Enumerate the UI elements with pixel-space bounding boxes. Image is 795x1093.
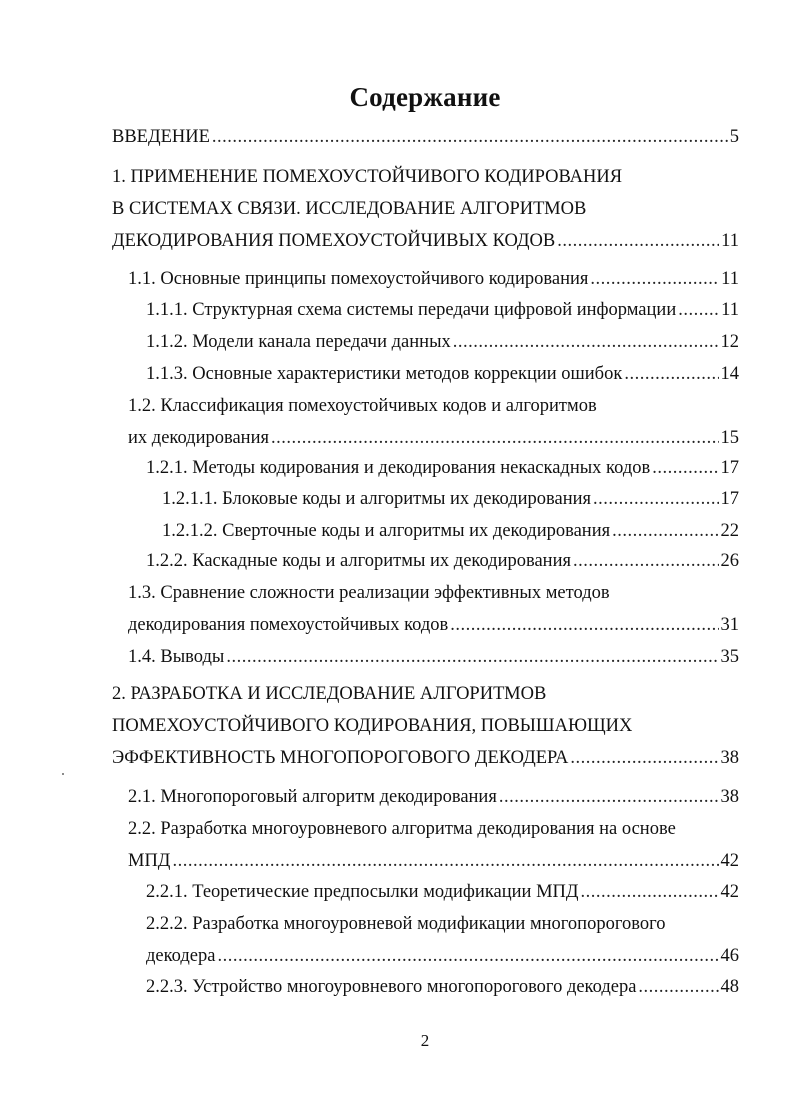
toc-entry-page: 35 (720, 647, 739, 667)
toc-entry-text: их декодирования (128, 428, 269, 448)
toc-entry-text: 2.2.1. Теоретические предпосылки модификации МПД (146, 882, 579, 902)
toc-entry[interactable] (128, 267, 739, 291)
toc-entry-text: 1.2.1.2. Сверточные коды и алгоритмы их декодирования (162, 521, 611, 541)
toc-entry[interactable] (146, 880, 739, 904)
toc-entry-page: 46 (720, 946, 739, 966)
toc-entry[interactable] (112, 229, 739, 253)
toc-leader-dots (678, 298, 719, 322)
toc-entry-text: В СИСТЕМАХ СВЯЗИ. ИССЛЕДОВАНИЕ АЛГОРИТМОВ (112, 199, 587, 219)
toc-entry-page: 11 (721, 300, 739, 320)
toc-leader-dots (638, 975, 718, 999)
toc-entry[interactable] (112, 714, 632, 738)
toc-entry[interactable] (146, 549, 739, 573)
toc-entry[interactable] (128, 426, 739, 450)
toc-entry-text: 1.2.2. Каскадные коды и алгоритмы их декодирования (146, 551, 571, 571)
toc-leader-dots (624, 362, 718, 386)
toc-entry[interactable] (112, 197, 586, 221)
toc-entry[interactable] (128, 613, 739, 637)
toc-entry[interactable] (146, 975, 739, 999)
toc-entry-text: ВВЕДЕНИЕ (112, 127, 210, 147)
toc-entry-text: 1.1.2. Модели канала передачи данных (146, 332, 451, 352)
toc-entry-page: 38 (720, 748, 739, 768)
toc-leader-dots (217, 944, 718, 968)
toc-entry-text: 2. РАЗРАБОТКА И ИССЛЕДОВАНИЕ АЛГОРИТМОВ (112, 684, 547, 704)
toc-entry-text: ПОМЕХОУСТОЙЧИВОГО КОДИРОВАНИЯ, ПОВЫШАЮЩИХ (112, 716, 633, 736)
toc-leader-dots (226, 645, 718, 669)
toc-leader-dots (581, 880, 719, 904)
toc-leader-dots (499, 785, 719, 809)
toc-entry-page: 42 (720, 851, 739, 871)
toc-leader-dots (573, 549, 719, 573)
toc-entry[interactable] (146, 298, 739, 322)
toc-entry-page: 48 (720, 977, 739, 997)
toc-entry[interactable] (128, 849, 739, 873)
scan-speck (62, 773, 64, 775)
toc-entry-page: 11 (721, 231, 739, 251)
toc-entry[interactable] (146, 330, 739, 354)
toc-entry[interactable] (146, 456, 739, 480)
page-number: 2 (420, 1031, 430, 1050)
toc-entry-text: 2.2.3. Устройство многоуровневого многопорогового декодера (146, 977, 637, 997)
toc-leader-dots (557, 229, 719, 253)
toc-leader-dots (593, 487, 718, 511)
toc-entry[interactable] (112, 682, 546, 706)
toc-entry-page: 12 (720, 332, 739, 352)
toc-entry[interactable] (162, 519, 739, 543)
toc-entry[interactable] (112, 125, 739, 149)
toc-leader-dots (612, 519, 718, 543)
toc-entry[interactable] (128, 645, 739, 669)
toc-entry-text: ЭФФЕКТИВНОСТЬ МНОГОПОРОГОВОГО ДЕКОДЕРА (112, 748, 569, 768)
toc-entry-text: 2.2. Разработка многоуровневого алгоритма декодирования на основе (128, 819, 676, 839)
toc-entry[interactable] (128, 817, 676, 841)
toc-entry-page: 26 (720, 551, 739, 571)
toc-entry-page: 17 (720, 458, 739, 478)
toc-entry-text: декодирования помехоустойчивых кодов (128, 615, 449, 635)
toc-entry-text: 1.4. Выводы (128, 647, 225, 667)
toc-entry-page: 14 (720, 364, 739, 384)
toc-entry-text: 1.3. Сравнение сложности реализации эффективных методов (128, 583, 610, 603)
toc-leader-dots (652, 456, 718, 480)
toc-entry-text: МПД (128, 851, 171, 871)
toc-entry[interactable] (128, 581, 610, 605)
toc-leader-dots (590, 267, 719, 291)
toc-entry[interactable] (112, 746, 739, 770)
toc-leader-dots (453, 330, 719, 354)
toc-entry-text: 1.1.3. Основные характеристики методов коррекции ошибок (146, 364, 623, 384)
toc-leader-dots (172, 849, 718, 873)
toc-entry-text: 1.2.1.1. Блоковые коды и алгоритмы их декодирования (162, 489, 592, 509)
toc-entry-page: 31 (720, 615, 739, 635)
toc-entry-text: 1.1.1. Структурная схема системы передачи цифровой информации (146, 300, 677, 320)
toc-entry-text: 1.1. Основные принципы помехоустойчивого кодирования (128, 269, 589, 289)
toc-leader-dots (450, 613, 718, 637)
toc-entry-page: 11 (721, 269, 739, 289)
toc-entry-text: 1. ПРИМЕНЕНИЕ ПОМЕХОУСТОЙЧИВОГО КОДИРОВАНИЯ (112, 167, 623, 187)
page-title: Содержание (349, 82, 501, 112)
toc-entry-text: ДЕКОДИРОВАНИЯ ПОМЕХОУСТОЙЧИВЫХ КОДОВ (112, 231, 556, 251)
toc-leader-dots (271, 426, 719, 450)
toc-entry[interactable] (146, 362, 739, 386)
toc-entry-text: декодера (146, 946, 216, 966)
toc-entry-page: 42 (720, 882, 739, 902)
toc-entry-page: 38 (720, 787, 739, 807)
toc-entry-page: 15 (720, 428, 739, 448)
toc-leader-dots (212, 125, 728, 149)
toc-entry-text: 2.1. Многопороговый алгоритм декодирования (128, 787, 497, 807)
toc-entry[interactable] (128, 394, 597, 418)
toc-entry-page: 17 (720, 489, 739, 509)
toc-entry[interactable] (128, 785, 739, 809)
toc-entry[interactable] (112, 165, 622, 189)
toc-entry-text: 1.2. Классификация помехоустойчивых кодов и алгоритмов (128, 396, 597, 416)
toc-entry-text: 1.2.1. Методы кодирования и декодирования некаскадных кодов (146, 458, 651, 478)
toc-entry[interactable] (146, 944, 739, 968)
toc-entry-page: 5 (729, 127, 739, 147)
toc-entry-text: 2.2.2. Разработка многоуровневой модификации многопорогового (146, 914, 666, 934)
toc-entry[interactable] (162, 487, 739, 511)
toc-leader-dots (570, 746, 718, 770)
toc-entry-page: 22 (720, 521, 739, 541)
toc-entry[interactable] (146, 912, 665, 936)
